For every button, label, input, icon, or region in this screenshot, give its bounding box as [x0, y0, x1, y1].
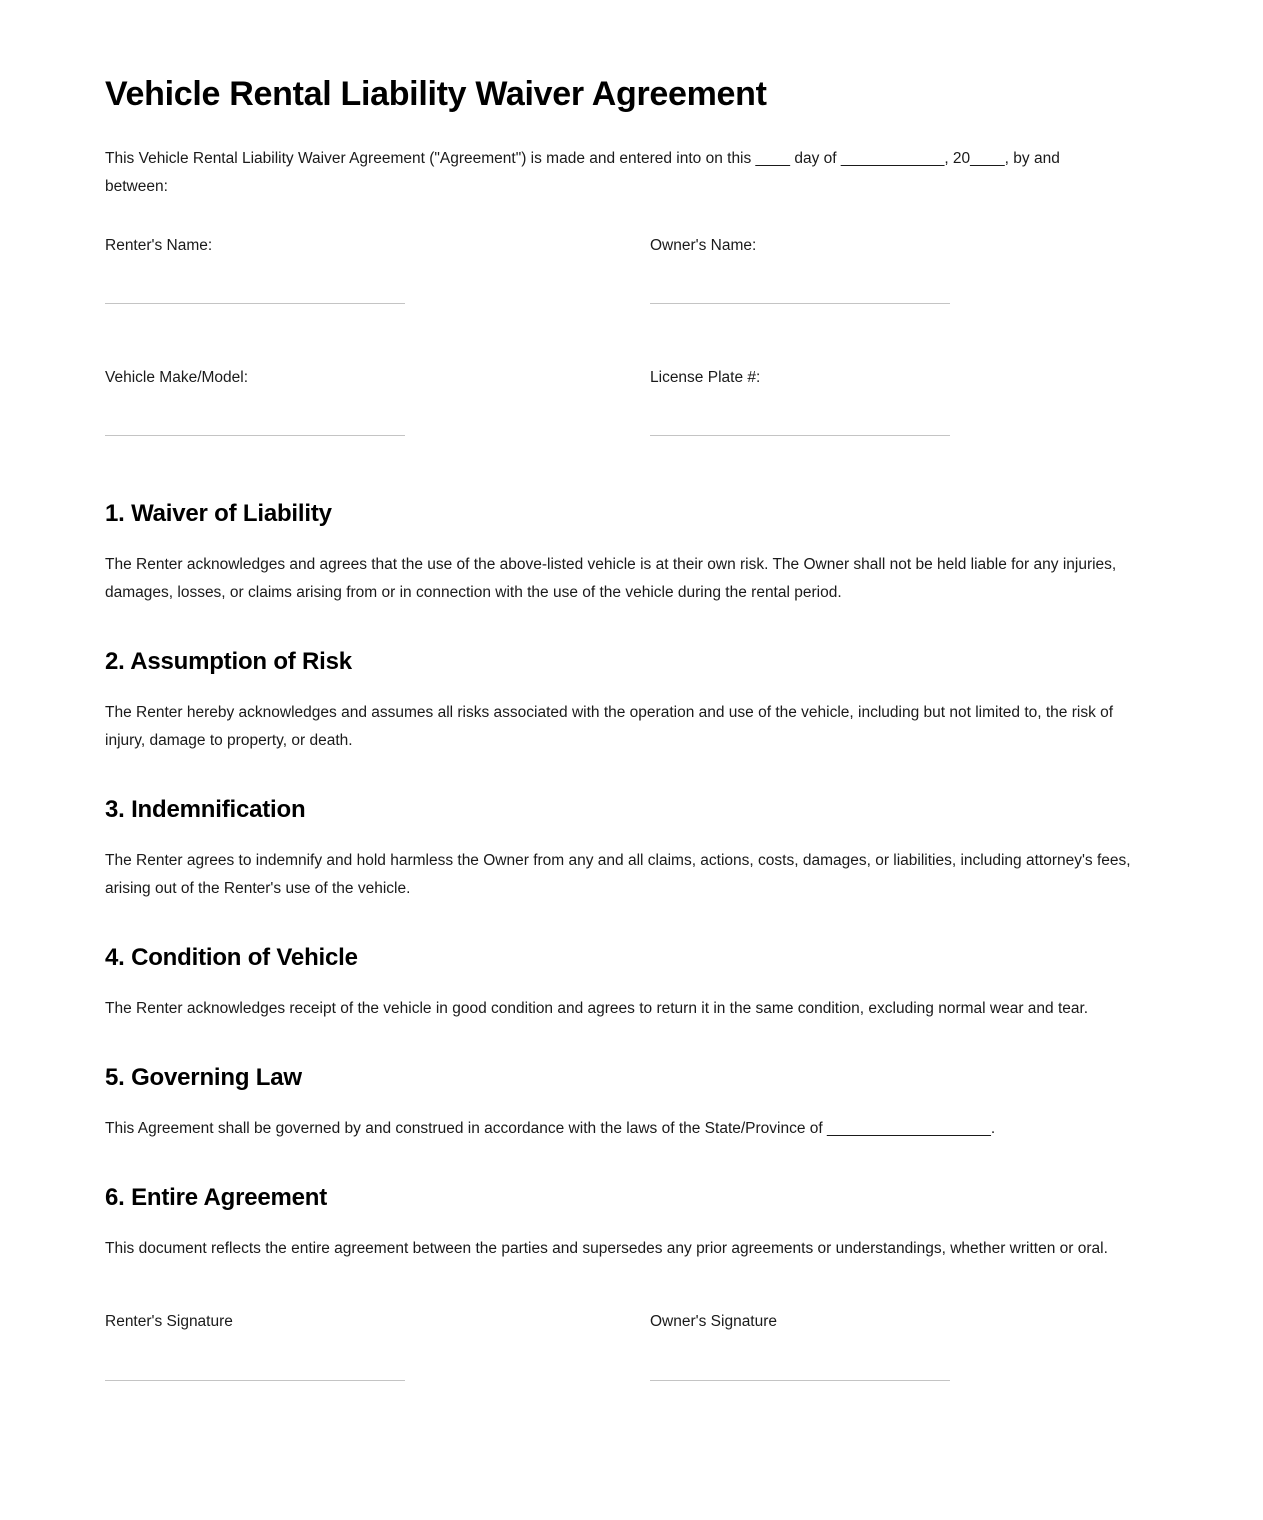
- section-body-4: The Renter acknowledges receipt of the vehicle in good condition and agrees to return it in the same condition, excluding normal wear and tear.: [105, 999, 1089, 1017]
- field-owner-name: [650, 235, 1153, 367]
- section-body-1: The Renter acknowledges and agrees that the use of the above-listed vehicle is at their own risk. The Owner shall not be held liable for any injuries, damages, losses, or claims arising from or in connection with the use of the vehicle during the rental period.: [105, 555, 1117, 601]
- section-body-6: This document reflects the entire agreement between the parties and supersedes any prior agreements or understandings, whether written or oral.: [105, 1239, 1108, 1257]
- field-input-owner-name[interactable]: [650, 303, 950, 304]
- signature-label-renter: Renter's Signature: [105, 1312, 233, 1330]
- signature-owner: [650, 1311, 1153, 1381]
- field-label-owner-name: Owner's Name:: [650, 236, 757, 254]
- intro-paragraph: This Vehicle Rental Liability Waiver Agreement ("Agreement") is made and entered into on this ____ day of ____________, 20____, by and between:: [105, 149, 1060, 195]
- signature-label-owner: Owner's Signature: [650, 1312, 778, 1330]
- signature-input-renter[interactable]: [105, 1380, 405, 1381]
- section-heading-1: 1. Waiver of Liability: [105, 499, 332, 527]
- field-label-vehicle-make-model: Vehicle Make/Model:: [105, 368, 249, 386]
- section-heading-6: 6. Entire Agreement: [105, 1183, 328, 1211]
- field-input-license-plate[interactable]: [650, 435, 950, 436]
- field-vehicle-make-model: [105, 367, 650, 499]
- section-heading-4: 4. Condition of Vehicle: [105, 943, 358, 971]
- section-condition-of-vehicle: [105, 943, 1153, 1023]
- section-body-2: The Renter hereby acknowledges and assumes all risks associated with the operation and use of the vehicle, including but not limited to, the risk of injury, damage to property, or death.: [105, 703, 1114, 749]
- page-title: Vehicle Rental Liability Waiver Agreement: [105, 75, 767, 113]
- signature-input-owner[interactable]: [650, 1380, 950, 1381]
- section-governing-law: [105, 1063, 1153, 1143]
- field-license-plate: [650, 367, 1153, 499]
- field-renter-name: [105, 235, 650, 367]
- section-indemnification: [105, 795, 1153, 903]
- section-entire-agreement: [105, 1183, 1153, 1263]
- signature-renter: [105, 1311, 650, 1381]
- section-heading-2: 2. Assumption of Risk: [105, 647, 352, 675]
- field-label-license-plate: License Plate #:: [650, 368, 761, 386]
- section-waiver-of-liability: [105, 499, 1153, 607]
- field-input-renter-name[interactable]: [105, 303, 405, 304]
- signature-block: [105, 1311, 1153, 1381]
- field-input-vehicle-make-model[interactable]: [105, 435, 405, 436]
- section-heading-5: 5. Governing Law: [105, 1063, 302, 1091]
- section-assumption-of-risk: [105, 647, 1153, 755]
- section-body-5: This Agreement shall be governed by and construed in accordance with the laws of the State/Province of ___________________.: [105, 1119, 996, 1137]
- section-body-3: The Renter agrees to indemnify and hold harmless the Owner from any and all claims, actions, costs, damages, or liabilities, including attorney's fees, arising out of the Renter's use of the vehicle.: [105, 851, 1131, 897]
- field-label-renter-name: Renter's Name:: [105, 236, 213, 254]
- section-heading-3: 3. Indemnification: [105, 795, 306, 823]
- party-fields: [105, 235, 1153, 499]
